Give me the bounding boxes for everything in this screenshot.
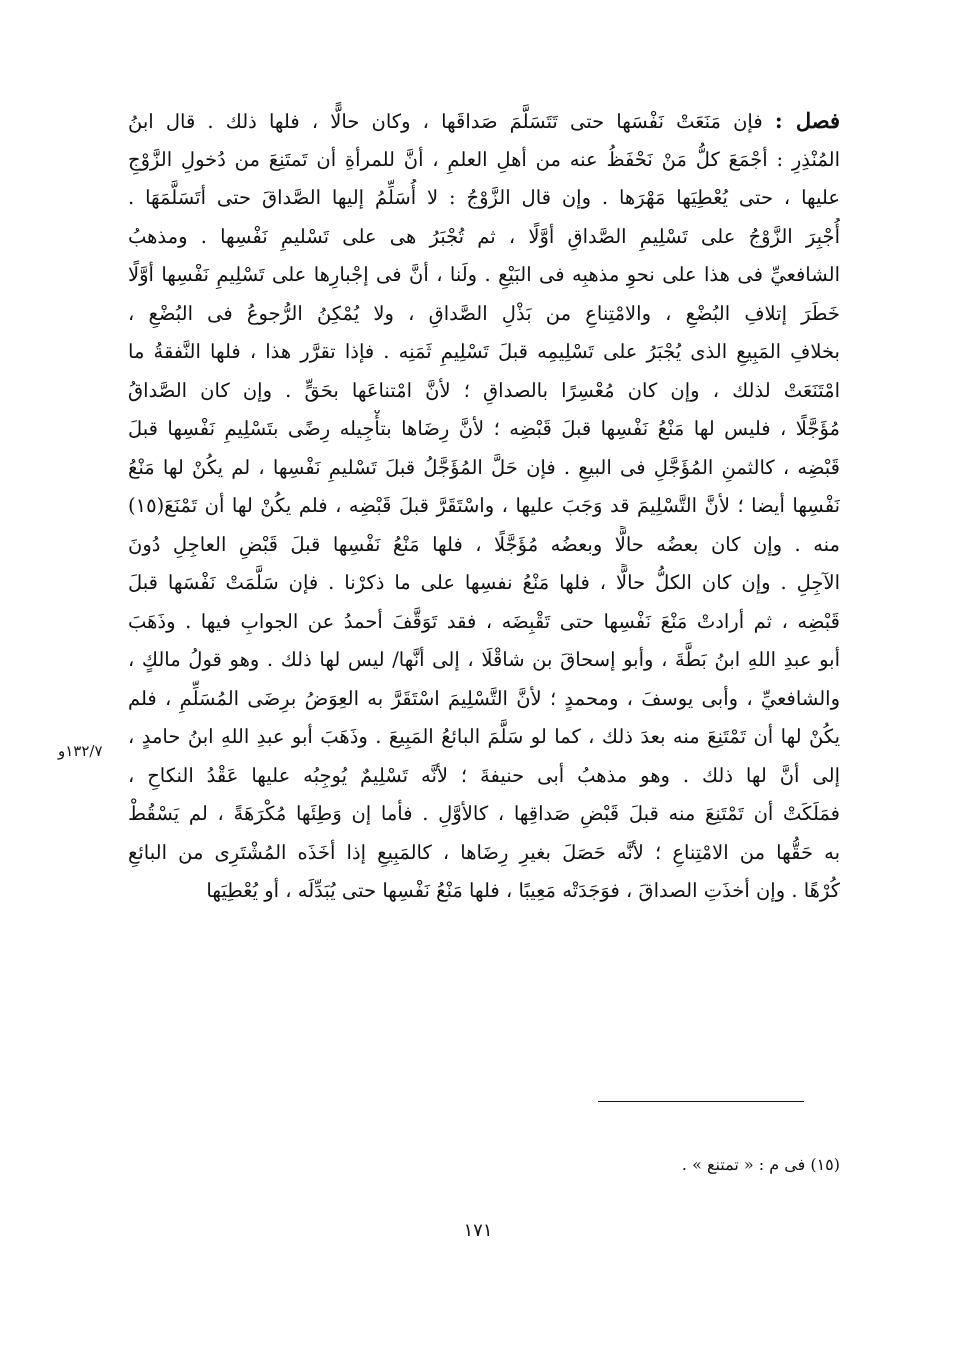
- text-line: خَطَرَ إتلافِ البُضْعِ ، والامْتِناعِ من بَذْلِ الصَّداقِ ، ولا يُمْكِنُ الرُّجوعُ فى البُضْعِ ،: [128, 301, 840, 325]
- text-line: كُرْهًا . وإن أخذَتِ الصداقَ ، فوَجَدَتْه مَعِيبًا ، فلها مَنْعُ نَفْسِها حتى يُبَدِّلَه ، أو يُعْطِيَها: [206, 879, 840, 902]
- text-line: منه . وإن كان بعضُه حالًّا وبعضُه مُؤَجَّلًا ، فلها مَنْعُ نَفْسِها قبلَ قَبْضِ العاجِلِ دُونَ: [128, 532, 840, 556]
- footnote: (١٥) فى م : « تمتنع » .: [681, 1155, 840, 1174]
- text-line: امْتَنَعَتْ لذلك ، وإن كان مُعْسِرًا بالصداقِ ؛ لأنَّ امْتناعَها بحَقٍّ . وإن كان الصَّداقُ: [128, 378, 840, 402]
- text-line: قَبْضِه ، كالثمنِ المُؤَجَّلِ فى البيعِ . فإن حَلَّ المُؤَجَّلُ قبلَ تَسْليمِ نَفْسِها ، لم يكُنْ لها مَنْعُ: [128, 455, 840, 479]
- text-line: به حَقُّها من الامْتِناعِ ؛ لأنَّه حَصَلَ بغيرِ رِضَاها ، كالمَبِيعِ إذا أخَذَه المُشْتَرِى من البائعِ: [128, 840, 840, 864]
- text-line: إلى أنَّ لها ذلك . وهو مذهبُ أبى حنيفةَ ؛ لأنَّه تَسْلِيمٌ يُوجِبُه عليها عَقْدُ النكاحِ ،: [128, 763, 840, 787]
- text-line: [128, 102, 840, 141]
- text-line: أُجْبِرَ الزَّوْجُ على تَسْلِيمِ الصَّداقِ أوَّلًا ، ثم تُجْبَرُ هى على تَسْليمِ نَفْسِها . ومذهبُ: [128, 224, 840, 248]
- text-line: نَفْسِها أيضا ؛ لأنَّ التَّسْلِيمَ قد وَجَبَ عليها ، واسْتَقَرَّ قبلَ قَبْضِه ، فلم يكُنْ لها أن تَمْنَعَ(١٥): [128, 494, 840, 517]
- text-line: المُنْذِرِ : أجْمَعَ كلُّ مَنْ نَحْفَظُ عنه من أهلِ العلمِ ، أنَّ للمرأةِ أن تَمتَنِعَ من دُخولِ الزَّوْجِ: [128, 147, 840, 171]
- text-line: بخلافِ المَبِيعِ الذى يُجْبَرُ على تَسْلِيمِه قبلَ تَسْلِيمِ ثَمَنِه . فإذا تقرَّر هذا ، فلها النَّفقةُ ما: [128, 340, 840, 363]
- text-line: الشافعيِّ فى هذا على نحوِ مذهبِه فى البَيْعِ . ولَنا ، أنَّ فى إجْبارِها على تَسْلِيمِ نَفْسِها أوَّلًا: [128, 263, 840, 286]
- text-line: قَبْضِه ، ثم أرادتْ مَنْعَ نَفْسِها حتى تَقْبِضَه ، فقد تَوَقَّفَ أحمدُ عن الجوابِ فيها . وذَهَبَ: [128, 609, 840, 633]
- text-line: أبو عبدِ اللهِ ابنُ بَطَّةَ ، وأبو إسحاقَ بن شاقْلَا ، إلى أنَّها/ ليس لها ذلك . وهو قولُ مالكٍ ،: [128, 648, 840, 671]
- footnote-divider: [598, 1101, 804, 1102]
- page-number: ١٧١: [463, 1220, 493, 1241]
- margin-folio-note: ١٣٢/٧و: [58, 742, 103, 760]
- text-line: يكُنْ لها أن تَمْتَنِعَ منه بعدَ ذلك ، كما لو سَلَّمَ البائعُ المَبِيعَ . وذَهَبَ أبو عبدِ اللهِ ابنُ حامدٍ ،: [128, 725, 840, 748]
- text-line-content: فإن مَنَعَتْ نَفْسَها حتى تَتَسَلَّمَ صَداقَها ، وكان حالًّا ، فلها ذلك . قال ابنُ: [128, 110, 775, 133]
- main-text: [128, 102, 840, 911]
- text-line: مُؤَجَّلًا ، فليس لها مَنْعُ نَفْسِها قبلَ قَبْضِه ؛ لأنَّ رِضَاها بتأْجِيله رِضًى بتَسْلِيمِ نَفْسِها قبلَ: [128, 417, 840, 440]
- text-line: الآجِلِ . وإن كان الكلُّ حالًّا ، فلها مَنْعُ نفسِها على ما ذكرْنا . فإن سَلَّمَتْ نَفْسَها قبلَ: [128, 571, 840, 594]
- text-line: فمَلَكَتْ أن تَمْتَنِعَ منه قبلَ قَبْضِ صَداقِها ، كالأوَّلِ . فأما إن وَطِئَها مُكْرَهَةً ، لم يَسْقُطْ: [128, 802, 840, 825]
- section-heading: فصل :: [774, 108, 840, 133]
- text-line: والشافعيِّ ، وأبى يوسفَ ، ومحمدٍ ؛ لأنَّ التَّسْلِيمَ اسْتَقَرَّ به العِوَضُ برِضَى المُسَلِّمِ ، فلم: [128, 686, 840, 710]
- text-line: عليها ، حتى يُعْطِيَها مَهْرَها . وإن قال الزَّوْجُ : لا أُسَلِّمُ إليها الصَّداقَ حتى أتَسَلَّمَهَا .: [128, 186, 840, 209]
